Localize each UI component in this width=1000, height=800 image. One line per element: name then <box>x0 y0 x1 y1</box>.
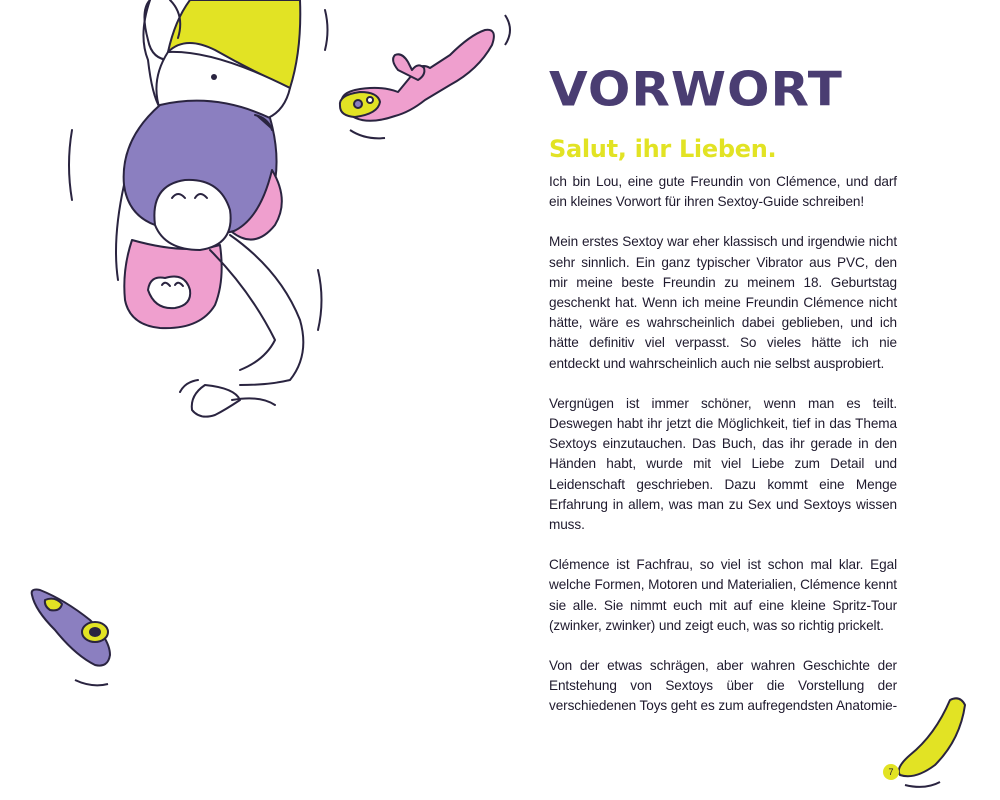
paragraph-3: Vergnügen ist immer schöner, wenn man es teilt. Deswegen habt ihr jetzt die Möglichkeit, tief in das Thema Sextoys einzutauchen. Das Buch, das ihr gerade in den Händen habt, wurde mit viel Liebe zum Detail und Leidenschaft geschrieben. Dazu kommt eine Menge Erfahrung in allem, was man zu Sex und Sextoys wissen muss. <box>549 395 897 533</box>
paragraph-1: Ich bin Lou, eine gute Freundin von Clémence, und darf ein kleines Vorwort für ihren Sextoy-Guide schreiben! <box>549 174 897 210</box>
wand-toy-illustration <box>899 698 965 787</box>
text-column <box>549 62 897 737</box>
suction-toy-illustration <box>32 590 110 686</box>
page-number: 7 <box>883 764 899 780</box>
page-subtitle: Salut, ihr Lieben. <box>549 135 777 163</box>
page-title: VORWORT <box>549 62 843 118</box>
paragraph-4: Clémence ist Fachfrau, so viel ist schon mal klar. Egal welche Formen, Motoren und Materialien, Clémence kennt sie alle. Sie nimmt euch mit auf eine kleine Spritz-Tour (zwinker, zwinker) und zeigt euch, was so richtig prickelt. <box>549 557 897 633</box>
paragraph-5: Von der etwas schrägen, aber wahren Geschichte der Entstehung von Sextoys über die Vorstellung der verschiedenen Toys geht es zum aufregendsten Anatomie- <box>549 658 898 714</box>
paragraph-2: Mein erstes Sextoy war eher klassisch und irgendwie nicht sehr sinnlich. Ein ganz typischer Vibrator aus PVC, den mir meine beste Freundin zu meinem 18. Geburtstag geschenkt hat. Wenn ich meine Freundin Clémence nicht hätte, wäre es wahrscheinlich dabei geblieben, und ich hätte definitiv viel verpasst. So vieles hätte ich nie entdeckt und wahrscheinlich auch nie selbst ausprobiert. <box>549 234 897 371</box>
rabbit-vibrator-illustration <box>340 15 510 138</box>
woman-illustration <box>69 0 328 417</box>
